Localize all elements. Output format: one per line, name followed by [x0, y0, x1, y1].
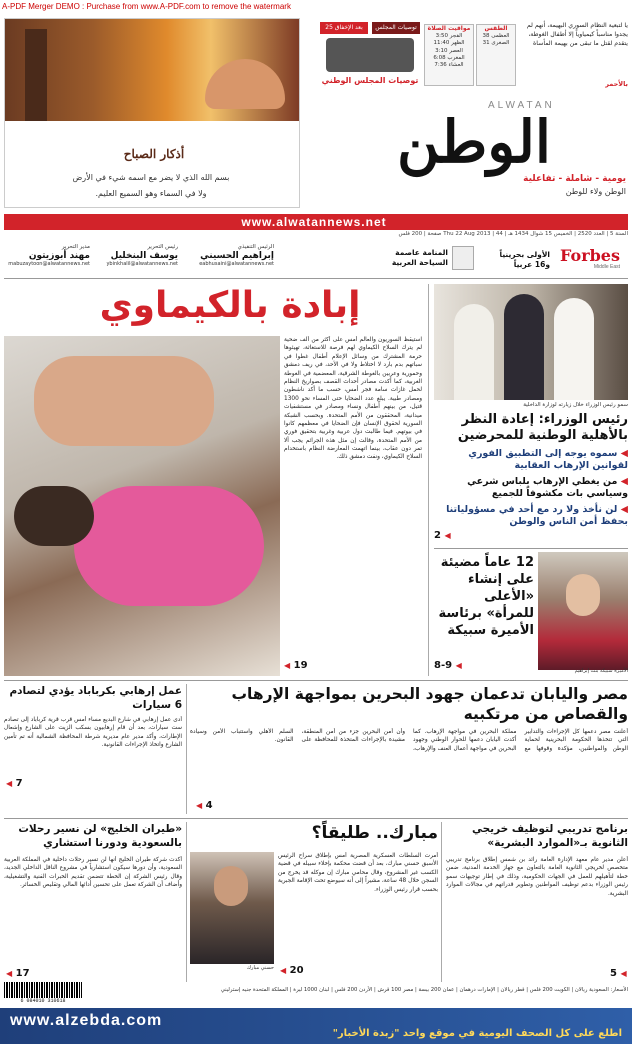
divider [4, 818, 628, 819]
watermark-banner: A-PDF Merger DEMO : Purchase from www.A-PDF.com to remove the watermark [2, 2, 291, 11]
forbes-logo: Forbes [560, 246, 620, 265]
logo-english: ALWATAN [488, 100, 555, 111]
page-number: 8-9 [434, 660, 453, 671]
pm-photo [434, 284, 628, 400]
mubarak-page[interactable] [280, 965, 304, 976]
column-divider [186, 684, 187, 814]
footer-site[interactable]: www.alzebda.com [10, 1012, 163, 1029]
gulfair-body: أكدت شركة طيران الخليج أنها لن تسير رحلات داخلية في المملكة العربية السعودية، وأن دورها سيكون استشارياً في مشروع الناقل الداخلي الجديد، وقال رئيس الشركة إن الخطة تتضمن تقديم الخبرات الفنية والتشغيلية، وأضاف أن الشركة تعمل على تحسين أدائها المالي وتقليص الخسائر. [4, 857, 182, 889]
princess-headline[interactable]: 12 عاماً مضيئة على إنشاء «الأعلى للمرأة» برئاسة الأميرة سبيكة [438, 555, 534, 638]
page-number: 2 [434, 530, 441, 541]
mubarak-caption: حسني مبارك [246, 965, 274, 971]
page-arrow-icon: ◀ [6, 969, 13, 978]
weather-row: العظمى 38 [482, 32, 510, 39]
price-line: الأسعار: السعودية ريالان | الكويت 200 فلس | قطر ريالان | الإمارات درهمان | عمان 200 بيسة | مصر 100 قرش | الأردن 200 فلس | لبنان 1000 ليرة | المملكة المتحدة جنيه إسترليني [220, 987, 628, 993]
barcode-digits: 6 084010 310618 [20, 998, 66, 1004]
aside-page[interactable] [6, 778, 23, 789]
prayer-ad-image [5, 19, 299, 121]
aside-headline[interactable]: عمل إرهابي بكرباباد يؤدي لتصادم 6 سيارات [9, 685, 182, 711]
divider [4, 278, 628, 279]
page-number: 5 [610, 968, 617, 979]
staff-email[interactable]: mabuzaytoon@alwatannews.net [8, 261, 90, 268]
verse-line-1: بسم الله الذي لا يضر مع اسمه شيء في الأرض [72, 173, 230, 182]
prayer-times-box [424, 24, 474, 86]
child-figure [34, 356, 214, 446]
person-figure [454, 304, 494, 400]
page-number: 19 [293, 660, 308, 671]
logo-arabic: الوطن [396, 108, 552, 176]
face-shape [214, 866, 248, 906]
main-story-page[interactable] [284, 660, 308, 671]
page-number: 20 [289, 965, 304, 976]
staff-name: يوسف البنخليل [110, 251, 178, 262]
column-divider [428, 284, 429, 676]
gulfair-page[interactable] [6, 968, 30, 979]
staff-role: رئيس التحرير [147, 244, 178, 250]
verse-line-2: ولا في السماء وهو السميع العليم. [95, 189, 207, 198]
column-divider [441, 822, 442, 982]
page-arrow-icon: ◀ [6, 779, 13, 788]
prayer-row: الفجر 3:50 [435, 32, 463, 39]
mubarak-photo [190, 852, 274, 964]
page-arrow-icon: ◀ [455, 661, 462, 670]
child-figure [14, 486, 94, 546]
promo-badge-a: بعد الإخفاق 25 [320, 22, 368, 34]
promo-caption: توصيات المجلس الوطني [321, 76, 419, 85]
promo-strip [4, 244, 628, 274]
hands-shape [205, 59, 285, 109]
footer-slogan: اطلع على كل الصحف اليومية في موقع واحد "زبدة الأخبار" [332, 1028, 622, 1039]
face-shape [566, 574, 600, 616]
person-figure [554, 298, 594, 400]
lead-headline[interactable]: مصر واليابان تدعمان جهود البحرين بمواجهة الإرهاب والقصاص من مرتكبيه [231, 685, 628, 723]
mubarak-body: أمرت السلطات العسكرية المصرية أمس بإطلاق سراح الرئيس الأسبق حسني مبارك، بعد أن قضت محكمة بإخلاء سبيله في قضية الكسب غير المشروع، وقال محامي مبارك إن موكله قد يخرج من السجن خلال 48 ساعة، مشيراً إلى أنه سيوضع تحت الإقامة الجبرية بحسب قرار رئيس الوزراء. [278, 853, 438, 893]
staff-email[interactable]: eabhusaini@alwatannews.net [199, 261, 274, 268]
page-number: 17 [15, 968, 30, 979]
logo-slogan: الوطن ولاء للوطن [565, 187, 626, 196]
pm-page[interactable] [434, 530, 451, 541]
divider [434, 548, 628, 549]
page-arrow-icon: ◀ [196, 801, 203, 810]
child-figure [74, 486, 264, 606]
page-arrow-icon: ◀ [280, 966, 287, 975]
page-number: 7 [15, 778, 23, 789]
barcode [4, 982, 82, 998]
website-text[interactable]: www.alwatannews.net [241, 215, 387, 229]
prayer-times-title: مواقيت الصلاة [427, 25, 471, 32]
page-number: 4 [205, 800, 213, 811]
bullet-text: من يغطي الإرهاب بلباس شرعي وسياسي بات مكشوفاً للجميع [467, 476, 628, 499]
pm-bullet [434, 504, 628, 528]
aside-body: أدى عمل إرهابي في شارع البديع مساء أمس قرب قرية كرباباد إلى تصادم ست سيارات، بعد أن قام إرهابيون بسكب الزيت على الشارع وإشعال الإطارات، وأكد مدير عام مديرية شرطة المحافظة الشمالية أنه تم تأمين الشارع واتخاذ الإجراءات القانونية. [4, 717, 182, 749]
top-teaser[interactable] [518, 22, 628, 90]
minaret-shape [25, 29, 47, 121]
website-bar [4, 214, 628, 230]
staff-name: مهند أبوزيتون [28, 251, 90, 262]
mubarak-headline[interactable]: مبارك.. طليقاً؟ [311, 823, 438, 843]
staff-member [182, 244, 274, 268]
promo-box[interactable] [318, 18, 422, 90]
prayer-row: العصر 3:10 [435, 47, 463, 54]
princess-caption: الأميرة سبيكة بنت إبراهيم [574, 668, 628, 674]
masthead [318, 96, 630, 196]
racing-emblem [452, 246, 474, 270]
weather-row: الصغرى 31 [482, 40, 510, 47]
divider [4, 680, 628, 681]
pm-photo-caption: سمو رئيس الوزراء خلال زيارته لوزارة الداخلية [523, 402, 628, 408]
training-headline[interactable]: برنامج تدريبي لتوظيف خريجي الثانوية بـ«الموارد البشرية» [471, 823, 628, 849]
main-story-body: استيقظ السوريون والعالم أمس على أكثر من ألف ضحية لم يترك السلاح الكيماوي لهم فرصة للاستغاثة، تهيئوها حرمة المشترك من وسائل الإعلام أطفال غطوا في سباتهم بدم بارد لا اختلاط ولا في الأحد، في ريف دمشق وحمورية وعربين بالغوطة الشرقية، المعضمية في الغوطة الغربية، كما أكدت مصادر أحداث القصف بصواريخ النظام لحمل غازات سامة فجر أمس، حسب ما أكد ناشطون ومصادر طبية. يبلغ عدد الضحايا حتى المساء نحو 1300 قتيل، من بينهم أطفال ونساء ومصادر في مستشفيات ميدانية، المحققون من الأمم المتحدة. وبحسب الشبكة السورية لحقوق الإنسان فإن الضحايا في معظمهم كانوا في بيوتهم. فيما طالبت دول عربية وغربية بتحقيق فوري من الأمم المتحدة، وقالت إن مثل هذه الجرائم يجب ألا تمر دون عقاب، بينما اتهمت المعارضة النظام باستخدام السلاح الكيماوي، ونفت دمشق ذلك. [284, 337, 422, 461]
teaser-author: بالأحمر [605, 80, 628, 88]
staff-role: مدير التحرير [61, 244, 90, 250]
staff-name: إبراهيم الحسيني [200, 251, 274, 262]
staff-member [4, 244, 90, 268]
bullet-icon: ◀ [617, 476, 628, 487]
footer-banner [0, 1008, 632, 1044]
main-headline[interactable]: إبادة بالكيماوي [99, 285, 361, 326]
page-arrow-icon: ◀ [284, 661, 291, 670]
staff-email[interactable]: ybinkhalil@alwatannews.net [106, 261, 178, 268]
bullet-text: لن نأخذ ولا رد مع أحد في مسؤولياتنا بحفظ أمن الناس والوطن [446, 504, 628, 527]
lead-page[interactable] [196, 800, 213, 811]
promo-badge-b: توصيات المجلس [372, 22, 420, 34]
teaser-text: يا لتبعية النظام السوري البهيمة، أنهم لم يجدوا مناسباً كيمياوياً إلا أطفال الغوطة، يتقدم لقتل ما تبقى من بهيمة المأساة [526, 22, 628, 47]
pm-bullet [434, 448, 628, 472]
main-story-photo [4, 336, 280, 676]
bullet-text: سموه يوجه إلى التطبيق الفوري لقوانين الإرهاب العقابية [468, 448, 628, 471]
issue-line: السنة 5 | العدد 2520 | الخميس 15 شوال 1434 هـ | Thu 22 Aug 2013 | 44 صفحة | 200 فلس [398, 231, 628, 237]
bullet-icon: ◀ [617, 504, 628, 515]
prayer-row: المغرب 6:08 [433, 55, 465, 62]
prayer-row: العشاء 7:36 [434, 62, 464, 69]
prayer-ad [4, 18, 300, 208]
pm-bullet [434, 476, 628, 500]
lead-body: أعلنت مصر دعمها كل الإجراءات والتدابير التي تتخذها الحكومة البحرينية لحماية الوطن والمواطنين، مؤكدة وقوفها مع مملكة البحرين في مواجهة الإرهاب. كما أكدت اليابان دعمها للحوار الوطني وجهود البحرين في مواجهة أعمال العنف والإرهاب، وأن أمن البحرين جزء من أمن المنطقة، مشيدة بالإجراءات المتخذة للمحافظة على السلم الأهلي واستتباب الأمن وسيادة القانون. [190, 729, 628, 752]
racing-text[interactable]: المنامة عاصمة السياحة العربية [391, 248, 448, 267]
person-figure [504, 294, 544, 400]
bullet-icon: ◀ [617, 448, 628, 459]
column-divider [186, 822, 187, 982]
page-arrow-icon: ◀ [444, 531, 451, 540]
calligraphy-label: أذكار الصباح [123, 147, 185, 161]
weather-title: الطقس [484, 25, 508, 32]
logo-tagline: يومية - شاملة - تفاعلية [523, 174, 626, 184]
princess-photo [538, 552, 628, 670]
gulfair-headline[interactable]: «طيران الخليج» لن نسير رحلات بالسعودية ودورنا استشاري [18, 823, 182, 849]
forbes-sub: Middle East [593, 264, 620, 270]
princess-page[interactable] [434, 660, 462, 671]
training-page[interactable] [610, 968, 627, 979]
weather-box [476, 24, 516, 86]
page-arrow-icon: ◀ [620, 969, 627, 978]
staff-member [94, 244, 178, 268]
staff-role: الرئيس التنفيذي [237, 244, 274, 250]
promo-graphic [326, 38, 414, 72]
forbes-text[interactable]: الأولى بحرينياً و16 عربياً [499, 250, 550, 269]
pm-headline[interactable]: رئيس الوزراء: إعادة النظر بالأهلية الوطنية للمحرضين [457, 412, 628, 443]
training-body: أعلن مدير عام معهد الإدارة العامة رائد بن شمس إطلاق برنامج تدريبي متخصص لخريجي الثانوية العامة بالتعاون مع جهاز الخدمة المدنية، ضمن خطة لتأهيلهم للعمل في الجهات الحكومية، وذلك في إطار توجيهات سمو رئيس الوزراء بدعم توظيف المواطنين وتطوير قدراتهم في مجالات الموارد البشرية. [446, 857, 628, 897]
prayer-row: الظهر 11:40 [433, 40, 465, 47]
